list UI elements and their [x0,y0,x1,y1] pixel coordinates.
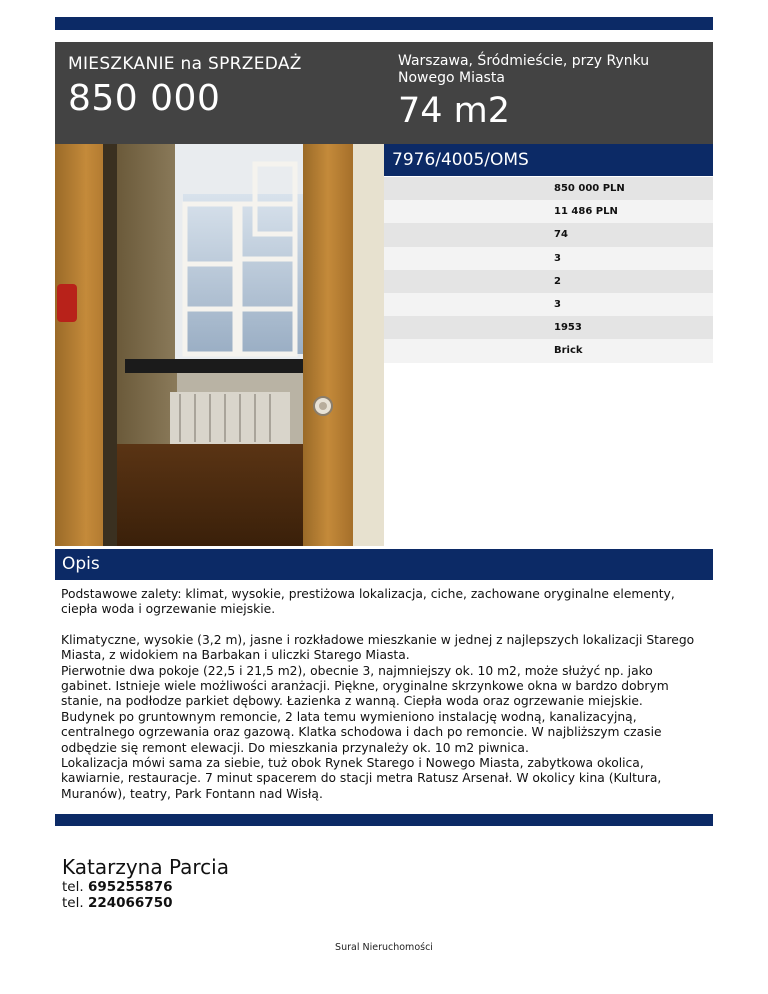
phone-number[interactable]: 224066750 [87,895,173,911]
listing-price: 850 000 [68,78,221,119]
header-right [398,53,703,131]
description-line: Lokalizacja mówi sama za siebie, tuż obok Rynek Starego i Nowego Miasta, zabytkowa okolica, kawiarnie, restauracje. 7 minut spacerem do stacji metra Ratusz Arsenał. W okolicy kina (Kultura, Muranów), teatry, Park Fontann nad Wisłą. [61,756,662,801]
param-price-per-m2: 11 486 PLN [384,200,713,223]
param-building-material: Brick [384,339,713,362]
param-area: 74 [384,223,713,246]
description-line: Klimatyczne, wysokie (3,2 m), jasne i rozkładowe mieszkanie w jednej z najlepszych lokalizacji Starego Miasta, z widokiem na Barbakan i uliczki Starego Miasta. [61,632,695,663]
tel-label: tel. [62,895,88,911]
agent-phone-2 [62,895,229,911]
phone-number[interactable]: 695255876 [87,879,173,895]
description-line: Pierwotnie dwa pokoje (22,5 i 21,5 m2), obecnie 3, najmniejszy ok. 10 m2, może służyć np. jako gabinet. Istnieje wiele możliwości aranżacji. Piękne, oryginalne skrzynkowe okna w bardzo dobrym stanie, na podłodze parkiet dębowy. Łazienka z wanną. Ciepła woda oraz ogrzewanie miejskie. [61,663,669,709]
description-summary: Podstawowe zalety: klimat, wysokie, prestiżowa lokalizacja, ciche, zachowane oryginalne elementy, ciepła woda i ogrzewanie miejskie. [61,587,675,617]
param-floor: 2 [384,270,713,293]
description-heading: Opis [55,549,713,580]
apartment-photo [55,144,384,546]
agent-phone-1 [62,879,229,895]
listing-header [55,42,713,144]
listing-location: Warszawa, Śródmieście, przy Rynku Nowego Miasta [398,53,650,86]
paragraph-gap [61,618,706,633]
param-rooms: 3 [384,247,713,270]
header-left [68,54,368,119]
section-divider-bar [55,814,713,826]
listing-params [384,177,713,363]
description-line: Budynek po gruntownym remoncie, 2 lata temu wymieniono instalację wodną, kanalizacyjną, centralnego ogrzewania oraz gazową. Klatka schodowa i dach po remoncie. W najbliższym czasie odbędzie się remont elewacji. Do mieszkania przynależy ok. 10 m2 piwnica. [61,709,662,755]
listing-type: MIESZKANIE na SPRZEDAŻ [68,54,302,74]
agent-contact [62,855,229,911]
tel-label: tel. [62,879,88,895]
param-price: 850 000 PLN [384,177,713,200]
param-floors-total: 3 [384,293,713,316]
agent-name: Katarzyna Parcia [62,855,229,879]
apartment-photo-image [55,144,384,546]
listing-reference: 7976/4005/OMS [384,144,713,176]
param-year-built: 1953 [384,316,713,339]
listing-area: 74 m2 [398,91,511,131]
top-accent-bar [55,17,713,30]
description-text [61,587,706,802]
footer-company: Sural Nieruchomości [335,942,433,953]
